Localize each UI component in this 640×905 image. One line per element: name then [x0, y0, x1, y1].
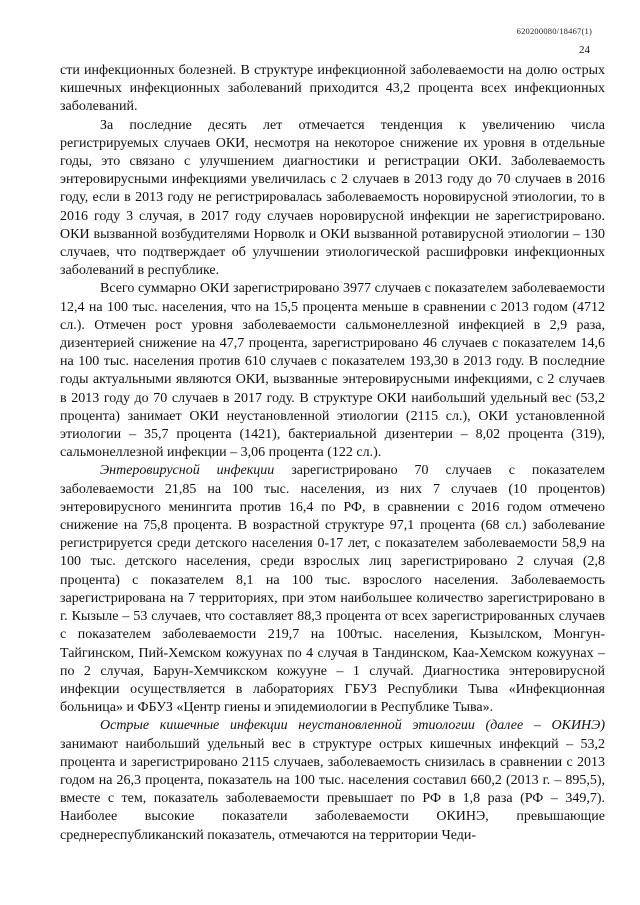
paragraph-okine — [60, 717, 605, 844]
paragraph-text: Всего суммарно ОКИ зарегистрировано 3977 случаев с показателем заболеваемости 12,4 на 100 тыс. населения, что на 15,5 процента меньше в сравнении с 2013 годом (4712 сл.). Отмечен рост уровня заболеваемости сальмонеллезной инфекцией в 2,9 раза, дизентерией снижение на 47,7 процента, зарегистрировано 46 случаев с показателем 14,6 на 100 тыс. населения против 610 случаев с показателем 193,30 в 2013 году. В последние годы актуальными являются ОКИ, вызванные энтеровирусными инфекциями, с 2 случаев в 2013 году до 70 случаев в 2017 году. В структуре ОКИ наибольший удельный вес (53,2 процента) занимает ОКИ неустановленной этиологии (2115 сл.), ОКИ установленной этиологии – 35,7 процента (1421), бактериальной дизентерии – 8,02 процента (319), сальмонеллезной инфекции – 3,06 процента (122 сл.). — [60, 281, 605, 461]
body-text — [60, 62, 605, 845]
paragraph-text: сти инфекционных болезней. В структуре инфекционной заболеваемости на долю острых кишечных инфекционных заболеваний приходится 43,2 процента всех инфекционных заболеваний. — [60, 63, 605, 115]
paragraph-text: зарегистрировано 70 случаев с показателем заболеваемости 21,85 на 100 тыс. населения, из них 7 случаев (10 процентов) энтеровирусного менингита против 16,4 по РФ, в сравнении с 2016 годом отмечено снижение на 75,8 процента. В возрастной структуре 97,1 процента (68 сл.) заболевание регистрируется среди детского населения 0-17 лет, с показателем заболеваемости 58,9 на 100 тыс. детского населения, среди взрослых лиц зарегистрировано 2 случая (2,8 процента) с показателем 8,1 на 100 тыс. взрослого населения. Заболеваемость зарегистрирована на 7 территориях, при этом наибольшее количество зарегистрировано в г. Кызыле – 53 случаев, что составляет 88,3 процента от всех зарегистрированных случаев с показателем заболеваемости 219,7 на 100тыс. населения, Кызылском, Монгун-Тайгинском, Пий-Хемском кожуунах по 4 случая в Тандинском, Каа-Хемском кожуунах – по 2 случая, Барун-Хемчикском кожууне – 1 случай. Диагностика энтеровирусной инфекции осуществляется в лабораториях ГБУЗ Республики Тыва «Инфекционная больница» и ФБУЗ «Центр гиены и эпидемиологии в Республике Тыва». — [60, 463, 605, 716]
paragraph-enterovirus — [60, 462, 605, 717]
paragraph-oki-trend — [60, 117, 605, 281]
paragraph-text: занимают наибольший удельный вес в структуре острых кишечных инфекций – 53,2 процента и зарегистрировано 2115 случаев, заболеваемость снизилась в сравнении с 2013 годом на 26,3 процента, показатель на 100 тыс. населения составил 660,2 (2013 г. – 895,5), вместе с тем, показатель заболеваемости превышает по РФ в 1,8 раза (РФ – 349,7). Наиболее высокие показатели заболеваемости ОКИНЭ, превышающие среднереспубликанский показатель, отмечаются на территории Чеди- — [60, 736, 605, 843]
document-id: 620200080/18467(1) — [516, 26, 592, 36]
paragraph-text: За последние десять лет отмечается тенденция к увеличению числа регистрируемых случаев ОКИ, несмотря на некоторое снижение их уровня в отдельные годы, это связано с улучшением диагностики и регистрации ОКИ. Заболеваемость энтеровирусными инфекциями увеличилась с 2 случаев в 2013 году до 70 случаев в 2016 году, если в 2013 году не регистрировалась заболеваемость норовирусной этиологии, то в 2016 году 3 случая, в 2017 году случаев норовирусной инфекции не зарегистрировано. ОКИ вызванной возбудителями Норволк и ОКИ вызванной ротавирусной этиологии – 130 случаев, что подтверждает об улучшении этиологической расшифровки инфекционных заболеваний в республике. — [60, 117, 605, 279]
paragraph-oki-total — [60, 280, 605, 462]
paragraph-lead-in: Острые кишечные инфекции неустановленной этиологии (далее – ОКИНЭ) — [100, 718, 605, 734]
paragraph-lead-in: Энтеровирусной инфекции — [100, 463, 275, 479]
page-number: 24 — [579, 44, 590, 56]
paragraph-continuation — [60, 62, 605, 117]
